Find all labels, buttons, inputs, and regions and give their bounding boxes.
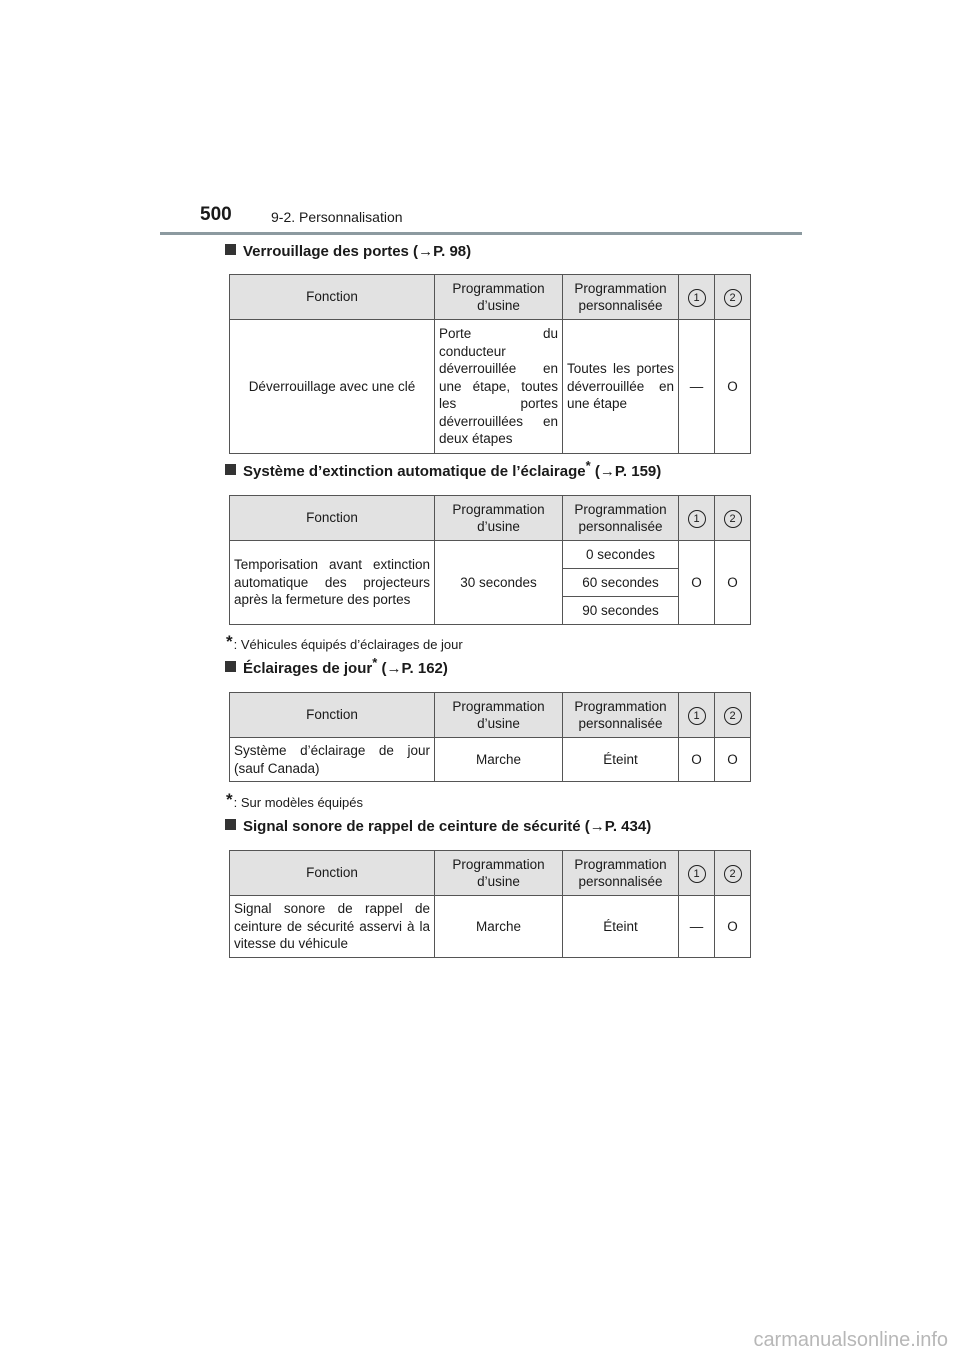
heading-text: Système d’extinction automatique de l’éclairage bbox=[243, 463, 586, 480]
circled-number-1-icon: 1 bbox=[688, 289, 706, 307]
page-reference: →P. 434) bbox=[589, 818, 652, 835]
col-header-method-2 bbox=[715, 693, 751, 738]
table-row bbox=[230, 541, 751, 569]
footnote-star: * bbox=[585, 458, 591, 473]
cell-method-1: O bbox=[679, 541, 715, 625]
col-header-fonction: Fonction bbox=[230, 851, 435, 896]
heading-text: Éclairages de jour bbox=[243, 660, 373, 677]
cell-fonction: Signal sonore de rappel de ceinture de sécurité asservi à la vitesse du véhicule bbox=[230, 896, 435, 958]
col-header-usine: Programmation d’usine bbox=[435, 275, 563, 320]
table-header-row bbox=[230, 693, 751, 738]
heading-text: Signal sonore de rappel de ceinture de sécurité ( bbox=[243, 818, 590, 835]
page-reference: (→P. 159) bbox=[590, 463, 662, 480]
section-label: 9-2. Personnalisation bbox=[271, 209, 403, 225]
col-header-method-1 bbox=[679, 496, 715, 541]
table-row bbox=[230, 320, 751, 454]
cell-method-1: — bbox=[679, 320, 715, 454]
col-header-usine: Programmation d’usine bbox=[435, 496, 563, 541]
cell-usine: Porte du conducteur déverrouillée en une étape, toutes les portes déverrouillées en deux étapes bbox=[435, 320, 563, 454]
cell-method-1: — bbox=[679, 896, 715, 958]
heading-text: Verrouillage des portes ( bbox=[243, 243, 419, 260]
col-header-method-2 bbox=[715, 275, 751, 320]
footnote-text: : Véhicules équipés d’éclairages de jour bbox=[233, 637, 463, 652]
section-heading-seatbelt-reminder bbox=[225, 818, 651, 835]
settings-table-daytime-lights bbox=[229, 692, 751, 782]
page-reference: (→P. 162) bbox=[377, 660, 448, 677]
table-row bbox=[230, 896, 751, 958]
table-header-row bbox=[230, 851, 751, 896]
table-header-row bbox=[230, 275, 751, 320]
cell-perso-option: 90 secondes bbox=[563, 597, 679, 625]
cell-fonction: Temporisation avant extinction automatique des projecteurs après la fermeture des portes bbox=[230, 541, 435, 625]
cell-method-2: O bbox=[715, 541, 751, 625]
col-header-perso: Programmation personnalisée bbox=[563, 496, 679, 541]
col-header-perso: Programmation personnalisée bbox=[563, 851, 679, 896]
cell-perso: Éteint bbox=[563, 896, 679, 958]
cell-usine: Marche bbox=[435, 738, 563, 782]
col-header-method-2 bbox=[715, 496, 751, 541]
footnote-star: * bbox=[226, 632, 233, 651]
col-header-usine: Programmation d’usine bbox=[435, 851, 563, 896]
table-header-row bbox=[230, 496, 751, 541]
footnote-star: * bbox=[226, 790, 233, 809]
cell-usine: 30 secondes bbox=[435, 541, 563, 625]
cell-method-2: O bbox=[715, 320, 751, 454]
col-header-usine: Programmation d’usine bbox=[435, 693, 563, 738]
page-number: 500 bbox=[200, 204, 232, 225]
col-header-method-1 bbox=[679, 851, 715, 896]
cell-usine: Marche bbox=[435, 896, 563, 958]
col-header-fonction: Fonction bbox=[230, 693, 435, 738]
page-reference: →P. 98) bbox=[418, 243, 472, 260]
bullet-square-icon bbox=[225, 661, 236, 672]
settings-table-door-lock bbox=[229, 274, 751, 454]
cell-fonction: Système d’éclairage de jour (sauf Canada) bbox=[230, 738, 435, 782]
cell-fonction: Déverrouillage avec une clé bbox=[230, 320, 435, 454]
col-header-method-1 bbox=[679, 693, 715, 738]
circled-number-1-icon: 1 bbox=[688, 510, 706, 528]
col-header-perso: Programmation personnalisée bbox=[563, 275, 679, 320]
footnote-star: * bbox=[372, 655, 378, 670]
circled-number-2-icon: 2 bbox=[724, 865, 742, 883]
cell-method-2: O bbox=[715, 896, 751, 958]
table-row bbox=[230, 738, 751, 782]
cell-perso: Toutes les portes déverrouillée en une étape bbox=[563, 320, 679, 454]
circled-number-1-icon: 1 bbox=[688, 707, 706, 725]
bullet-square-icon bbox=[225, 244, 236, 255]
bullet-square-icon bbox=[225, 819, 236, 830]
circled-number-2-icon: 2 bbox=[724, 289, 742, 307]
settings-table-seatbelt-reminder bbox=[229, 850, 751, 958]
section-heading-auto-light-off bbox=[225, 458, 662, 480]
header-rule bbox=[160, 232, 802, 235]
cell-perso-option: 0 secondes bbox=[563, 541, 679, 569]
section-heading-door-lock bbox=[225, 243, 471, 260]
col-header-fonction: Fonction bbox=[230, 496, 435, 541]
cell-perso: Éteint bbox=[563, 738, 679, 782]
cell-perso-option: 60 secondes bbox=[563, 569, 679, 597]
section-heading-daytime-lights bbox=[225, 655, 448, 677]
circled-number-2-icon: 2 bbox=[724, 510, 742, 528]
circled-number-1-icon: 1 bbox=[688, 865, 706, 883]
watermark: carmanualsonline.info bbox=[753, 1329, 948, 1351]
cell-method-1: O bbox=[679, 738, 715, 782]
bullet-square-icon bbox=[225, 464, 236, 475]
cell-method-2: O bbox=[715, 738, 751, 782]
settings-table-auto-light-off bbox=[229, 495, 751, 625]
circled-number-2-icon: 2 bbox=[724, 707, 742, 725]
footnote-text: : Sur modèles équipés bbox=[233, 795, 363, 810]
footnote bbox=[226, 632, 463, 652]
col-header-fonction: Fonction bbox=[230, 275, 435, 320]
col-header-method-1 bbox=[679, 275, 715, 320]
footnote bbox=[226, 790, 363, 810]
col-header-perso: Programmation personnalisée bbox=[563, 693, 679, 738]
col-header-method-2 bbox=[715, 851, 751, 896]
